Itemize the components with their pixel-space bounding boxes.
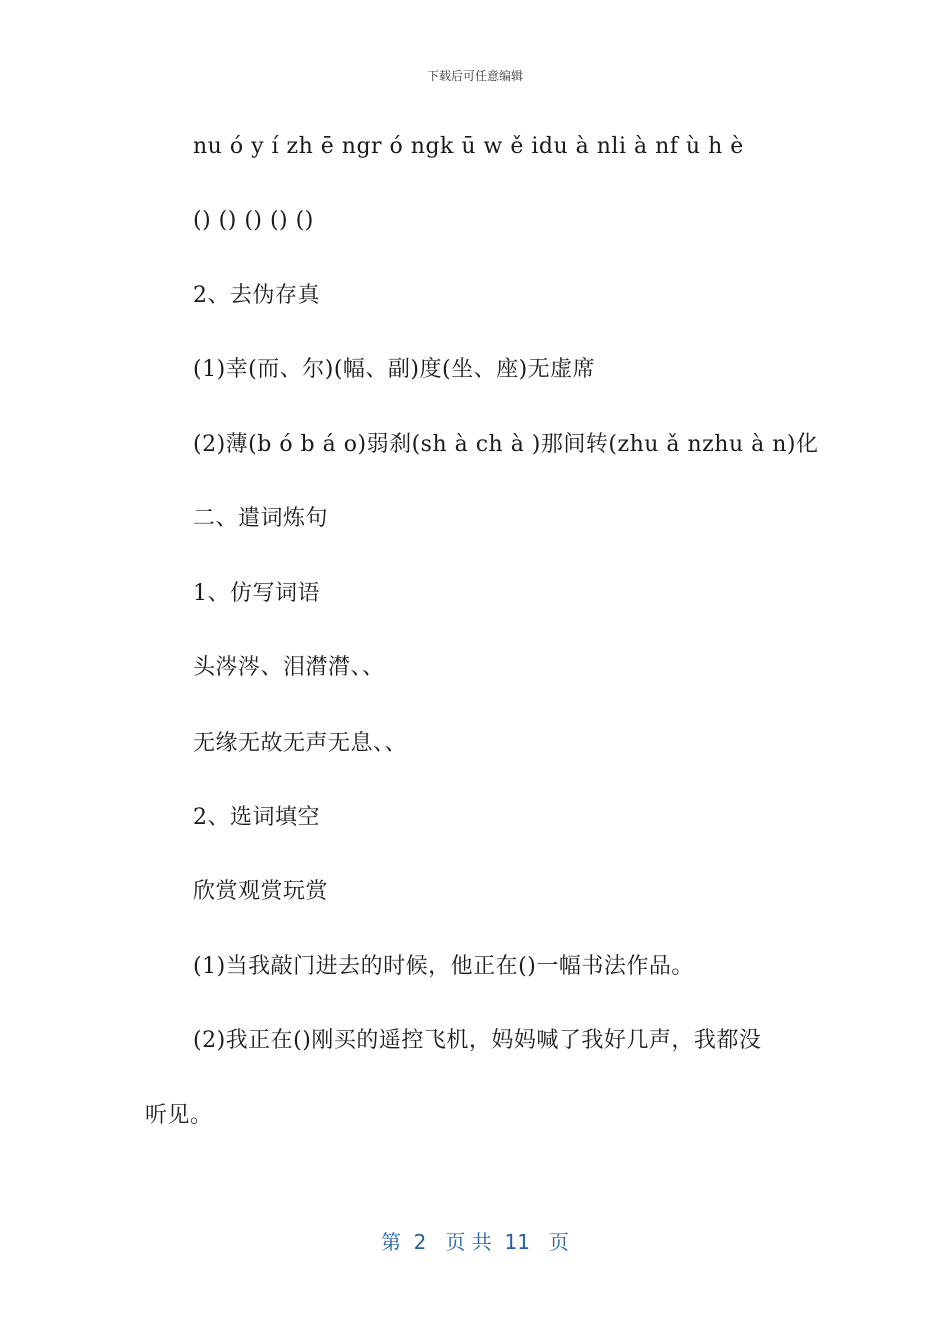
word-pattern-line-2: 无缘无故无声无息、、 [193, 731, 408, 756]
fill-question-1: (1)当我敲门进去的时候，他正在()一幅书法作品。 [193, 954, 694, 979]
blank-brackets-line: () () () () () [193, 208, 314, 233]
word-options-line: 欣赏观赏玩赏 [193, 879, 329, 904]
fill-question-2-continued: 听见。 [145, 1103, 213, 1128]
page-header: 下载后可任意编辑 [426, 69, 523, 83]
question-line-1: (1)幸(而、尔)(幅、副)度(坐、座)无虚席 [193, 357, 596, 382]
fill-question-2: (2)我正在()刚买的遥控飞机，妈妈喊了我好几声，我都没 [193, 1028, 762, 1053]
question-line-2: (2)薄(b ó b á o)弱刹(sh à ch à )那间转(zhu ǎ nzhu à n)化 [193, 432, 819, 457]
page-footer: 第 2 页 共 11 页 [380, 1230, 570, 1254]
pinyin-line: nu ó y í zh ē ngr ó ngk ū w ě idu à nli à nf ù h è [193, 134, 744, 159]
section-heading-2: 2、去伪存真 [193, 283, 320, 308]
part-heading-2: 二、遣词炼句 [193, 506, 329, 531]
word-pattern-line-1: 头涔涔、泪潸潸、、 [193, 655, 385, 680]
subheading-fill-blank: 2、选词填空 [193, 805, 320, 830]
subheading-imitate-words: 1、仿写词语 [193, 581, 320, 606]
